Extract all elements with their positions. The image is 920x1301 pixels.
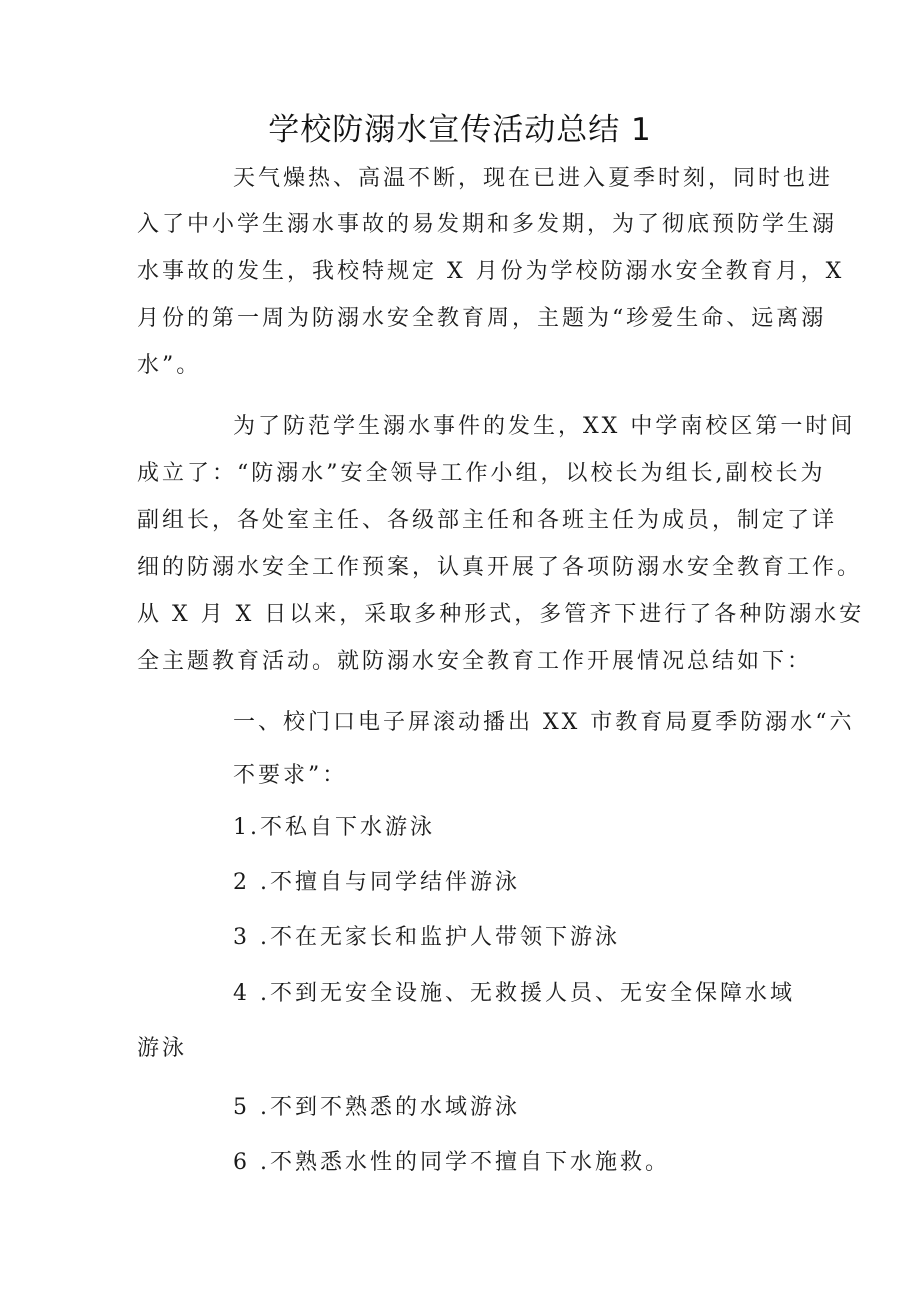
section-heading-line: 不要求”： bbox=[233, 763, 348, 788]
paragraph-line: 从 X 月 X 日以来，采取多种形式，多管齐下进行了各种防溺水安 bbox=[137, 602, 865, 627]
paragraph-line: 全主题教育活动。就防溺水安全教育工作开展情况总结如下： bbox=[137, 649, 813, 674]
paragraph-line: 水”。 bbox=[137, 353, 202, 378]
list-item: 6 .不熟悉水性的同学不擅自下水施救。 bbox=[233, 1150, 670, 1175]
paragraph-line: 细的防溺水安全工作预案，认真开展了各项防溺水安全教育工作。 bbox=[137, 555, 863, 580]
list-item: 1.不私自下水游泳 bbox=[233, 815, 435, 840]
paragraph-line: 入了中小学生溺水事故的易发期和多发期，为了彻底预防学生溺 bbox=[137, 212, 838, 237]
section-heading-line: 一、校门口电子屏滚动播出 XX 市教育局夏季防溺水“六 bbox=[233, 710, 855, 735]
list-item: 2 .不擅自与同学结伴游泳 bbox=[233, 870, 520, 895]
paragraph-line: 副组长，各处室主任、各级部主任和各班主任为成员，制定了详 bbox=[137, 508, 838, 533]
paragraph-line: 水事故的发生，我校特规定 X 月份为学校防溺水安全教育月，X bbox=[137, 259, 845, 284]
paragraph-line: 为了防范学生溺水事件的发生，XX 中学南校区第一时间 bbox=[233, 414, 856, 439]
document-title: 学校防溺水宣传活动总结 1 bbox=[268, 112, 652, 148]
paragraph-line: 天气燥热、高温不断，现在已进入夏季时刻，同时也进 bbox=[233, 166, 834, 191]
list-item-continuation: 游泳 bbox=[137, 1036, 188, 1061]
paragraph-line: 成立了：“防溺水”安全领导工作小组，以校长为组长,副校长为 bbox=[137, 461, 826, 486]
list-item: 5 .不到不熟悉的水域游泳 bbox=[233, 1095, 520, 1120]
list-item: 3 .不在无家长和监护人带领下游泳 bbox=[233, 925, 620, 950]
paragraph-line: 月份的第一周为防溺水安全教育周，主题为“珍爱生命、远离溺 bbox=[137, 306, 827, 331]
list-item: 4 .不到无安全设施、无救援人员、无安全保障水域 bbox=[233, 981, 795, 1006]
